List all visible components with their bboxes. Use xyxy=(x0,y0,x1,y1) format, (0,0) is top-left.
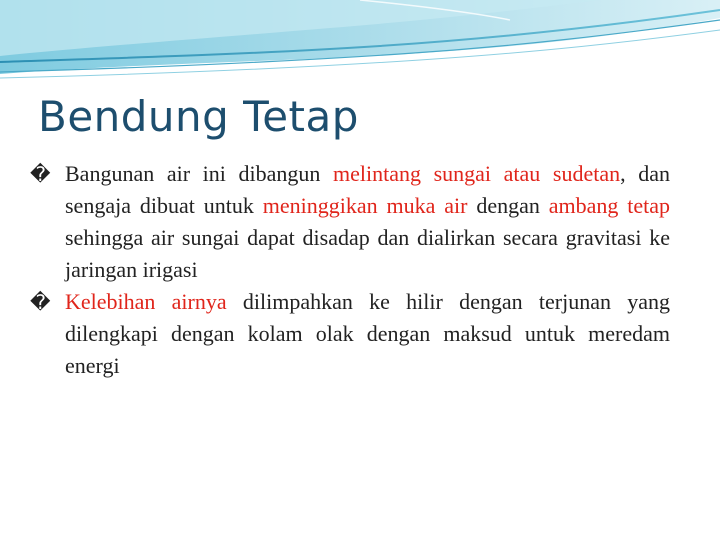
bullet-item-1 xyxy=(30,158,670,286)
slide-title: Bendung Tetap xyxy=(38,92,359,141)
bullet-item-2 xyxy=(30,286,670,382)
bullet-1-text-3: dengan xyxy=(467,193,549,218)
bullet-1-highlight-2: meninggikan muka air xyxy=(262,193,468,218)
bullet-2-highlight-1: Kelebihan airnya xyxy=(65,289,227,314)
bullet-1-highlight-1: melintang sungai atau sudetan xyxy=(332,161,621,186)
top-wave-decoration xyxy=(0,0,720,90)
bullet-1-text-1: Bangunan air ini dibangun xyxy=(65,161,333,186)
bullet-2-text-1: dilimpahkan ke hilir dengan terjunan yang dilengkapi dengan kolam olak dengan maksud untuk meredam energi xyxy=(65,289,671,378)
bullet-list xyxy=(30,158,670,382)
bullet-marker-icon: � xyxy=(30,290,51,314)
bullet-marker-icon: � xyxy=(30,162,51,186)
bullet-1-text-4: sehingga air sungai dapat disadap dan dialirkan secara gravitasi ke jaringan irigasi xyxy=(65,225,670,282)
bullet-1-highlight-3: ambang tetap xyxy=(548,193,671,218)
bullet-1-text-2: , dan sengaja dibuat untuk xyxy=(65,161,670,218)
